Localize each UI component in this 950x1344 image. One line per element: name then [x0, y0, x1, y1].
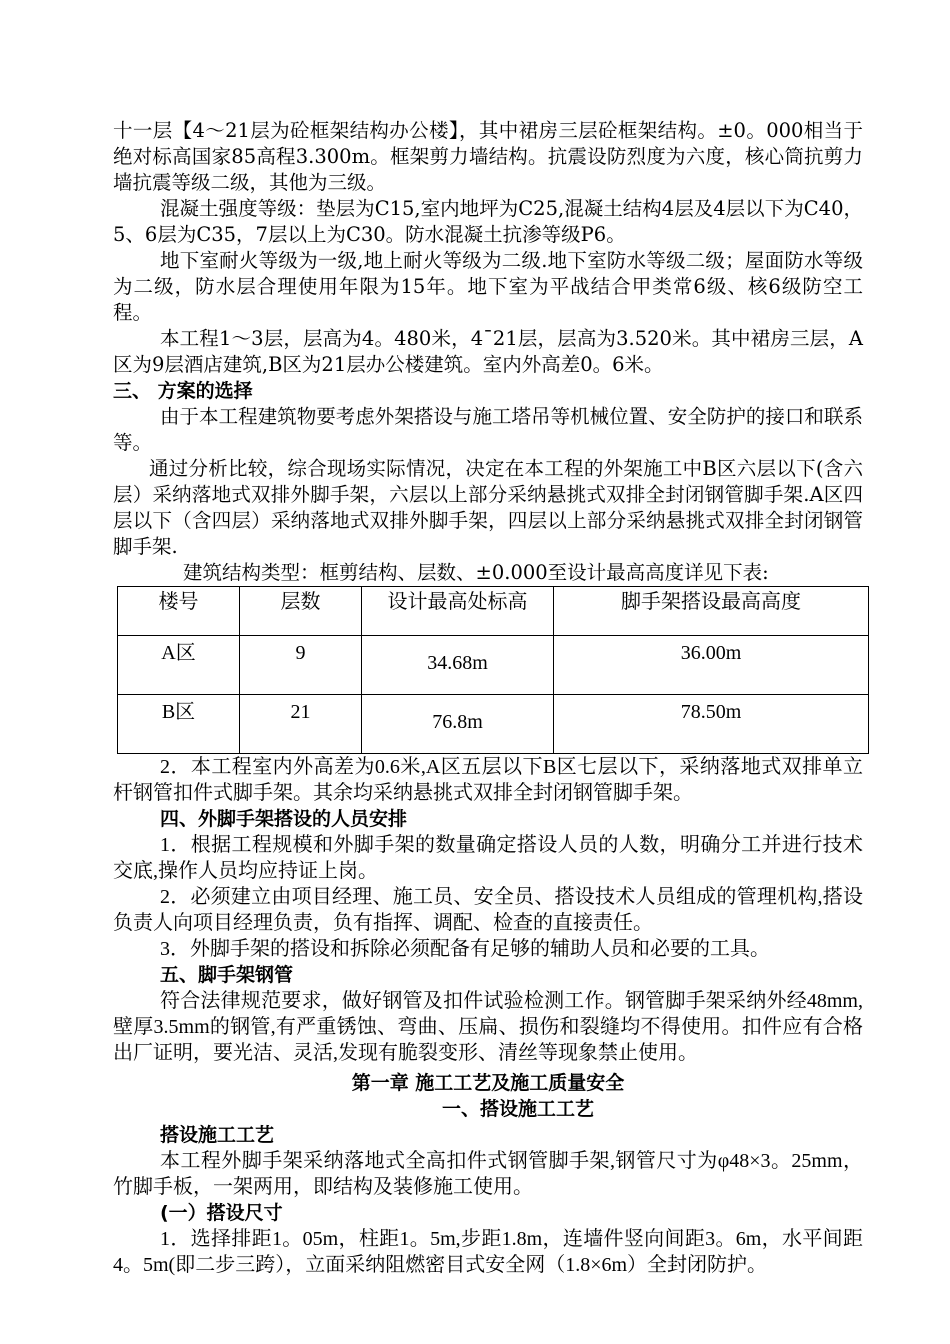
table-cell: 78.50m — [554, 695, 869, 754]
building-height-table — [117, 586, 869, 754]
table-cell: 21 — [240, 695, 362, 754]
paragraph-staffing-1: 1．根据工程规模和外脚手架的数量确定搭设人员的人数，明确分工并进行技术交底,操作人员均应持证上岗。 — [113, 834, 863, 882]
subheading-size: (一）搭设尺寸 — [160, 1202, 283, 1224]
table-cell: A区 — [118, 636, 240, 695]
paragraph-steel-pipe: 符合法律规范要求，做好钢管及扣件试验检测工作。钢管脚手架采纳外经48mm,壁厚3.5mm的钢管,有严重锈蚀、弯曲、压扁、损伤和裂缝均不得使用。扣件应有合格出厂证明，要光洁、灵活,发现有脆裂变形、清丝等现象禁止使用。 — [113, 990, 863, 1064]
table-cell: 34.68m — [362, 636, 554, 695]
table-cell: 76.8m — [362, 695, 554, 754]
table-row — [118, 636, 869, 695]
table-cell: B区 — [118, 695, 240, 754]
chapter-subtitle: 一、搭设施工工艺 — [441, 1098, 594, 1120]
table-header-cell: 楼号 — [118, 587, 240, 636]
paragraph-concrete-grade: 混凝土强度等级：垫层为C15,室内地坪为C25,混凝土结构4层及4层以下为C40，5、6层为C35，7层以上为C30。防水混凝土抗渗等级P6。 — [113, 197, 863, 246]
section-heading-5: 五、脚手架钢管 — [160, 964, 294, 986]
paragraph-fire-rating: 地下室耐火等级为一级,地上耐火等级为二级.地下室防水等级二级；屋面防水等级为二级，防水层合理使用年限为15年。地下室为平战结合甲类常6级、核6级防空工程。 — [113, 249, 863, 324]
table-cell: 9 — [240, 636, 362, 695]
paragraph-staffing-3: 3．外脚手架的搭设和拆除必须配备有足够的辅助人员和必要的工具。 — [160, 938, 770, 960]
table-header-cell: 层数 — [240, 587, 362, 636]
table-header-cell: 脚手架搭设最高高度 — [554, 587, 869, 636]
paragraph-structure: 十一层【4～21层为砼框架结构办公楼】，其中裙房三层砼框架结构。±0。000相当于绝对标高国家85高程3.300m。框架剪力墙结构。抗震设防烈度为六度，核心筒抗剪力墙抗震等级二级，其他为三级。 — [113, 119, 863, 194]
table-cell: 36.00m — [554, 636, 869, 695]
paragraph-floor-heights: 本工程1～3层，层高为4。480米，4¯21层，层高为3.520米。其中裙房三层，A区为9层酒店建筑,B区为21层办公楼建筑。室内外高差0。6米。 — [113, 327, 863, 376]
table-header-cell: 设计最高处标高 — [362, 587, 554, 636]
paragraph-scheme-reason: 由于本工程建筑物要考虑外架搭设与施工塔吊等机械位置、安全防护的接口和联系等。 — [113, 405, 863, 454]
section-heading-3: 三、 方案的选择 — [113, 380, 253, 402]
paragraph-height-difference: 2．本工程室内外高差为0.6米,A区五层以下B区七层以下，采纳落地式双排单立杆钢管扣件式脚手架。其余均采纳悬挑式双排全封闭钢管脚手架。 — [113, 756, 863, 804]
subheading-craft: 搭设施工工艺 — [160, 1124, 275, 1146]
paragraph-scaffold-type: 本工程外脚手架采纳落地式全高扣件式钢管脚手架,钢管尺寸为φ48×3。25mm，竹脚手板，一架两用，即结构及装修施工使用。 — [113, 1150, 863, 1198]
table-caption: 建筑结构类型：框剪结构、层数、±0.000至设计最高高度详见下表: — [183, 561, 769, 584]
paragraph-scheme-decision: 通过分析比较，综合现场实际情况，决定在本工程的外架施工中B区六层以下(含六层）采纳落地式双排外脚手架，六层以上部分采纳悬挑式双排全封闭钢管脚手架.A区四层以下（含四层）采纳落地式双排外脚手架，四层以上部分采纳悬挑式双排全封闭钢管脚手架. — [113, 457, 863, 558]
table-header-row — [118, 587, 869, 636]
table-row — [118, 695, 869, 754]
paragraph-scaffold-size: 1．选择排距1。05m，柱距1。5m,步距1.8m，连墙件竖向间距3。6m，水平间距4。5m(即二步三跨），立面采纳阻燃密目式安全网（1.8×6m）全封闭防护。 — [113, 1228, 863, 1276]
paragraph-staffing-2: 2．必须建立由项目经理、施工员、安全员、搭设技术人员组成的管理机构,搭设负责人向项目经理负责，负有指挥、调配、检查的直接责任。 — [113, 886, 863, 934]
chapter-title: 第一章 施工工艺及施工质量安全 — [351, 1072, 625, 1094]
section-heading-4: 四、外脚手架搭设的人员安排 — [160, 808, 408, 830]
document-page — [113, 118, 863, 1278]
